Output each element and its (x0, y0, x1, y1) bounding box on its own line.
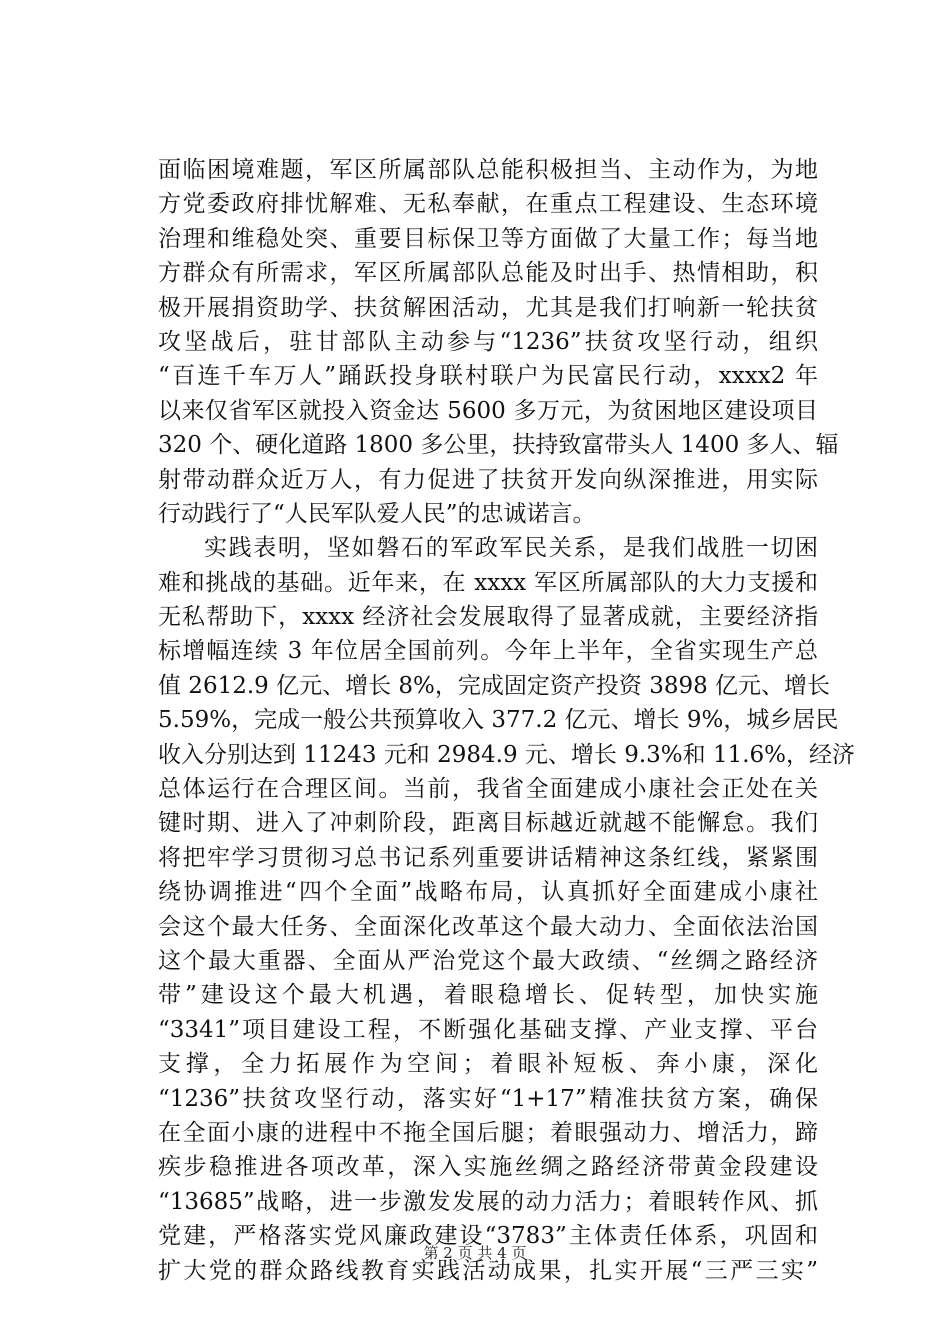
text-line: 支撑，全力拓展作为空间；着眼补短板、奔小康，深化 (158, 1051, 818, 1078)
text-line: 难和挑战的基础。近年来，在 xxxx 军区所属部队的大力支援和 (158, 569, 818, 596)
text-line: 收入分别达到 11243 元和 2984.9 元、增长 9.3%和 11.6%，经济 (158, 741, 856, 768)
text-line: 会这个最大任务、全面深化改革这个最大动力、全面依法治国 (158, 913, 818, 940)
text-line: “13685”战略，进一步激发发展的动力活力；着眼转作风、抓 (158, 1188, 818, 1215)
paragraph-2 (158, 531, 856, 1288)
text-line: 将把牢学习贯彻习总书记系列重要讲话精神这条红线，紧紧围 (158, 844, 818, 871)
text-line: 面临困境难题，军区所属部队总能积极担当、主动作为，为地 (158, 157, 818, 183)
text-line: 键时期、进入了冲刺阶段，距离目标越近就越不能懈怠。我们 (158, 810, 818, 837)
text-line: 党建，严格落实党风廉政建设“3783”主体责任体系，巩固和 (158, 1223, 818, 1250)
text-line: 值 2612.9 亿元、增长 8%，完成固定资产投资 3898 亿元、增长 (158, 672, 831, 699)
text-line: 行动践行了“人民军队爱人民”的忠诚诺言。 (158, 500, 596, 527)
text-line: 实践表明，坚如磐石的军政军民关系，是我们战胜一切困 (204, 535, 818, 562)
text-line: 方党委政府排忧解难、无私奉献，在重点工程建设、生态环境 (158, 191, 818, 218)
text-line: 扩大党的群众路线教育实践活动成果，扎实开展“三严三实” (158, 1257, 818, 1284)
text-line: “3341”项目建设工程，不断强化基础支撑、产业支撑、平台 (158, 1016, 818, 1043)
text-line: 320 个、硬化道路 1800 多公里，扶持致富带头人 1400 多人、辐 (158, 432, 839, 459)
text-line: 疾步稳推进各项改革，深入实施丝绸之路经济带黄金段建设 (158, 1154, 818, 1181)
text-line: 5.59%，完成一般公共预算收入 377.2 亿元、增长 9%，城乡居民 (158, 707, 839, 734)
text-line: 标增幅连续 3 年位居全国前列。今年上半年，全省实现生产总 (158, 638, 818, 665)
text-line: 治理和维稳处突、重要目标保卫等方面做了大量工作；每当地 (158, 225, 818, 252)
text-line: 射带动群众近万人，有力促进了扶贫开发向纵深推进，用实际 (158, 466, 818, 493)
text-line: 极开展捐资助学、扶贫解困活动，尤其是我们打响新一轮扶贫 (158, 294, 818, 321)
text-line: “百连千车万人”踊跃投身联村联户为民富民行动，xxxx2 年 (158, 363, 818, 390)
text-line: 绕协调推进“四个全面”战略布局，认真抓好全面建成小康社 (158, 879, 818, 906)
text-line: 带”建设这个最大机遇，着眼稳增长、促转型，加快实施 (158, 982, 818, 1009)
page-number: 第 2 页 共 4 页 (423, 1244, 527, 1262)
text-line: 攻坚战后，驻甘部队主动参与“1236”扶贫攻坚行动，组织 (158, 328, 818, 355)
text-line: “1236”扶贫攻坚行动，落实好“1+17”精准扶贫方案，确保 (158, 1085, 818, 1112)
text-line: 无私帮助下，xxxx 经济社会发展取得了显著成就，主要经济指 (158, 604, 818, 631)
text-line: 方群众有所需求，军区所属部队总能及时出手、热情相助，积 (158, 260, 818, 287)
text-line: 这个最大重器、全面从严治党这个最大政绩、“丝绸之路经济 (158, 947, 818, 974)
text-line: 以来仅省军区就投入资金达 5600 多万元，为贫困地区建设项目 (158, 397, 818, 424)
document-body (158, 153, 856, 1288)
paragraph-1 (158, 153, 839, 531)
text-line: 在全面小康的进程中不拖全国后腿；着眼强动力、增活力，蹄 (158, 1119, 818, 1146)
text-line: 总体运行在合理区间。当前，我省全面建成小康社会正处在关 (158, 776, 818, 803)
